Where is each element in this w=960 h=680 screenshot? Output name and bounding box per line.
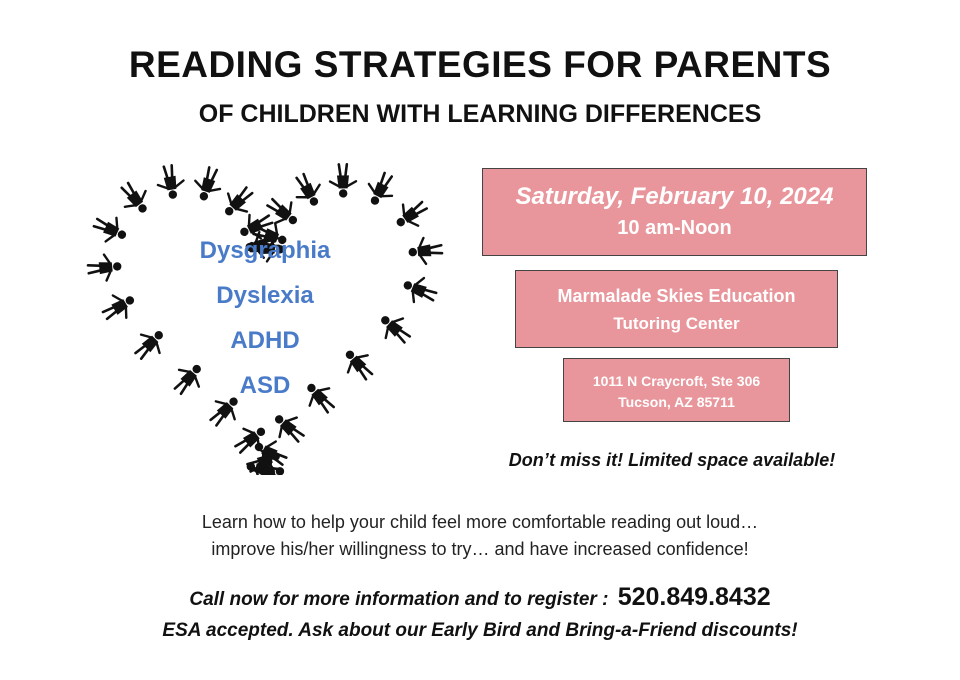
child-silhouette-icon bbox=[98, 287, 140, 326]
condition-dysgraphia: Dysgraphia bbox=[199, 237, 331, 264]
child-silhouette-icon bbox=[155, 164, 186, 201]
description bbox=[0, 509, 960, 563]
flyer-title: READING STRATEGIES FOR PARENTS bbox=[128, 44, 832, 85]
event-date: Saturday, February 10, 2024 bbox=[515, 183, 834, 210]
child-silhouette-icon bbox=[361, 169, 399, 210]
address-city: Tucson, AZ 85711 bbox=[618, 394, 735, 410]
child-silhouette-icon bbox=[129, 323, 171, 365]
child-silhouette-icon bbox=[289, 170, 328, 212]
address-box bbox=[563, 358, 790, 422]
conditions-list bbox=[175, 228, 355, 408]
description-line-1: Learn how to help your child feel more comfortable reading out loud… bbox=[201, 512, 759, 532]
child-silhouette-icon bbox=[390, 195, 432, 235]
child-silhouette-icon bbox=[90, 211, 131, 248]
venue-name: Marmalade Skies Education bbox=[557, 286, 796, 306]
flyer-subtitle: OF CHILDREN WITH LEARNING DIFFERENCES bbox=[198, 100, 762, 128]
description-line-2: improve his/her willingness to try… and have increased confidence! bbox=[211, 539, 749, 559]
condition-dyslexia: Dyslexia bbox=[216, 282, 314, 309]
event-time: 10 am-Noon bbox=[617, 217, 732, 239]
condition-adhd: ADHD bbox=[230, 327, 300, 354]
child-silhouette-icon bbox=[374, 308, 416, 349]
phone-number[interactable]: 520.849.8432 bbox=[617, 583, 771, 611]
child-silhouette-icon bbox=[190, 165, 225, 205]
child-silhouette-icon bbox=[217, 181, 259, 223]
address-street: 1011 N Craycroft, Ste 306 bbox=[592, 373, 761, 389]
esa-note: ESA accepted. Ask about our Early Bird and Bring-a-Friend discounts! bbox=[162, 620, 798, 641]
condition-asd: ASD bbox=[239, 372, 291, 399]
call-text: Call now for more information and to register : bbox=[189, 589, 609, 610]
venue-box bbox=[515, 270, 838, 348]
child-silhouette-icon bbox=[399, 272, 440, 309]
child-silhouette-icon bbox=[115, 177, 156, 219]
event-date-box bbox=[482, 168, 867, 256]
venue-subname: Tutoring Center bbox=[613, 314, 740, 333]
call-to-action bbox=[0, 583, 960, 612]
child-silhouette-icon bbox=[407, 236, 443, 265]
child-silhouette-icon bbox=[330, 164, 356, 198]
child-silhouette-icon bbox=[87, 253, 123, 282]
tagline: Don’t miss it! Limited space available! bbox=[508, 450, 836, 470]
